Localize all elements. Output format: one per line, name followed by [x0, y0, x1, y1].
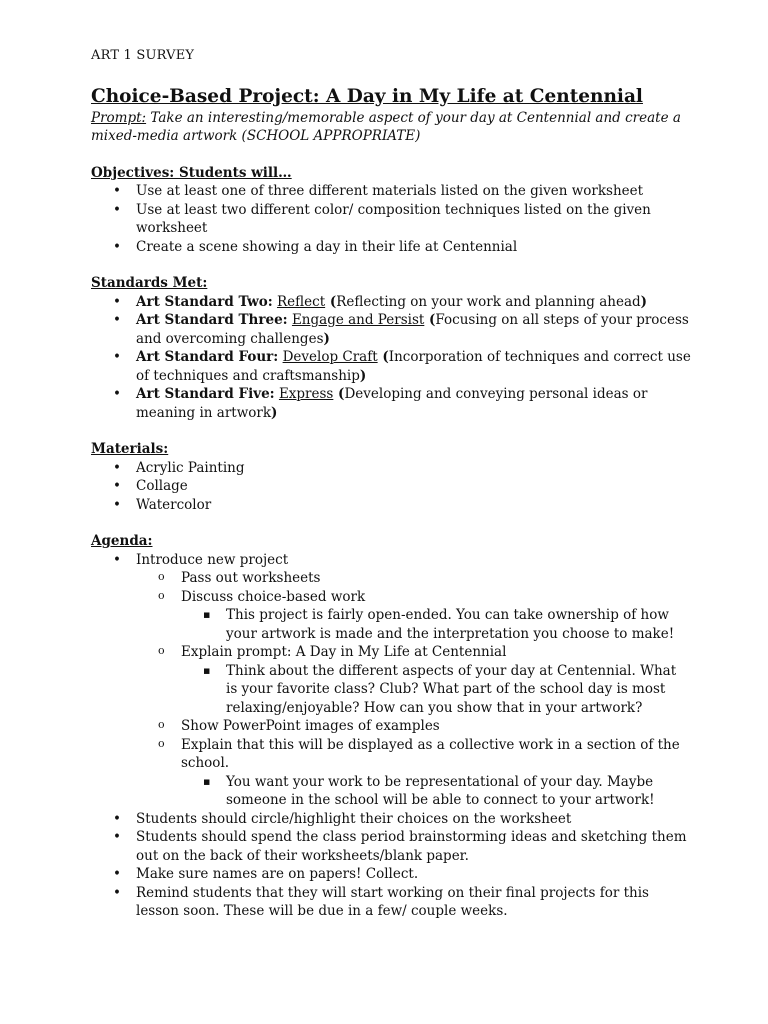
list-item — [91, 551, 691, 810]
materials-list — [91, 459, 691, 515]
standard-term: Reflect — [276, 293, 326, 310]
document-page — [91, 47, 691, 939]
list-item: • Use at least two different color/ composition techniques listed on the given worksheet — [91, 201, 691, 238]
materials-section — [91, 440, 691, 514]
list-item — [136, 643, 691, 717]
prompt-paragraph — [91, 109, 691, 146]
standard-item — [91, 311, 691, 348]
standard-term: Develop Craft — [282, 349, 378, 365]
standards-heading: Standards Met: — [91, 275, 208, 291]
paren-open: ( — [377, 349, 389, 365]
paren-close: ) — [359, 367, 367, 384]
list-item: • Remind students that they will start working on their final projects for this lesson soon. These will be due in a few/ couple weeks. — [91, 884, 691, 921]
list-item: • Make sure names are on papers! Collect. — [91, 865, 691, 884]
list-item: ▪ You want your work to be representational of your day. Maybe someone in the school will be able to connect to your artwork! — [181, 773, 691, 810]
list-item: o Show PowerPoint images of examples — [136, 717, 691, 736]
objectives-list — [91, 182, 691, 256]
paren-open: ( — [325, 293, 337, 310]
paren-close: ) — [271, 404, 278, 421]
agenda-detail-list — [181, 606, 691, 643]
standard-name: Art Standard Two: — [136, 293, 273, 310]
prompt-label: Prompt: — [91, 109, 147, 126]
standard-term: Engage and Persist — [291, 312, 425, 328]
agenda-detail-list — [181, 662, 691, 718]
paren-open: ( — [424, 312, 436, 328]
list-item: • Students should circle/highlight their choices on the worksheet — [91, 810, 691, 829]
standard-item — [91, 293, 691, 312]
standard-desc: Incorporation of techniques and correct use of techniques and craftsmanship — [136, 349, 691, 384]
materials-heading: Materials: — [91, 441, 169, 457]
list-item: • Create a scene showing a day in their life at Centennial — [91, 238, 691, 257]
course-header: ART 1 SURVEY — [91, 48, 195, 63]
list-item: • Students should spend the class period brainstorming ideas and sketching them out on the back of their worksheets/blank paper. — [91, 828, 691, 865]
list-item: • Acrylic Painting — [91, 459, 691, 478]
list-item: • Use at least one of three different materials listed on the given worksheet — [91, 182, 691, 201]
agenda-discuss: Discuss choice-based work — [181, 588, 366, 605]
agenda-detail-list — [181, 773, 691, 810]
agenda-explain-prompt: Explain prompt: A Day in My Life at Centennial — [181, 644, 507, 660]
standard-name: Art Standard Three: — [136, 312, 288, 328]
agenda-list — [91, 551, 691, 921]
standard-desc: Reflecting on your work and planning ahead — [336, 293, 641, 310]
standard-item — [91, 385, 691, 422]
agenda-explain-display: Explain that this will be displayed as a collective work in a section of the school. — [181, 736, 680, 771]
paren-close: ) — [323, 330, 330, 347]
list-item — [136, 588, 691, 644]
list-item: o Pass out worksheets — [136, 569, 691, 588]
paren-close: ) — [640, 293, 648, 310]
list-item: ▪ Think about the different aspects of your day at Centennial. What is your favorite class? Club? What part of the school day is most relaxing/enjoyable? How can you show that in your artwork? — [181, 662, 691, 718]
standards-list — [91, 293, 691, 423]
list-item: • Watercolor — [91, 496, 691, 515]
standard-desc: Developing and conveying personal ideas or meaning in artwork — [136, 386, 648, 421]
standard-name: Art Standard Four: — [136, 349, 279, 365]
project-title: Choice-Based Project: A Day in My Life at Centennial — [91, 85, 643, 107]
standard-desc: Focusing on all steps of your process and overcoming challenges — [136, 312, 689, 347]
standard-term: Express — [278, 386, 334, 402]
objectives-heading: Objectives: Students will… — [91, 164, 292, 181]
list-item: ▪ This project is fairly open-ended. You can take ownership of how your artwork is made and the interpretation you choose to make! — [181, 606, 691, 643]
standards-section — [91, 274, 691, 422]
prompt-text: Take an interesting/memorable aspect of your day at Centennial and create a mixed-media artwork (SCHOOL APPROPRIATE) — [91, 109, 681, 144]
agenda-sublist — [91, 569, 691, 810]
list-item — [136, 736, 691, 810]
agenda-section — [91, 532, 691, 921]
standard-item — [91, 348, 691, 385]
standard-name: Art Standard Five: — [136, 386, 275, 402]
agenda-heading: Agenda: — [91, 533, 153, 549]
objectives-section — [91, 164, 691, 257]
paren-open: ( — [333, 386, 345, 402]
agenda-intro: Introduce new project — [136, 551, 289, 568]
list-item: • Collage — [91, 477, 691, 496]
